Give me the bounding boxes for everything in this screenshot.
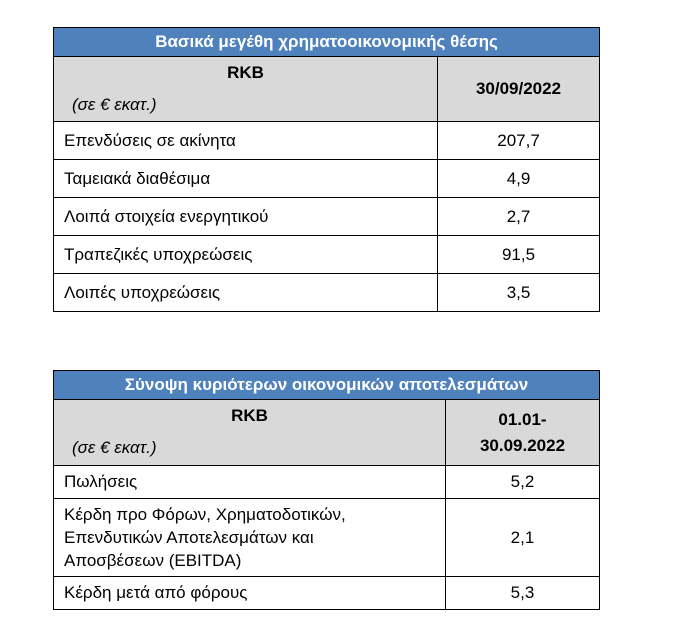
table-row [54, 160, 600, 198]
row-label: Ταμειακά διαθέσιμα [54, 160, 438, 198]
table-row [54, 122, 600, 160]
unit-label: (σε € εκατ.) [54, 89, 438, 122]
row-value: 5,2 [446, 466, 600, 499]
row-label: Επενδύσεις σε ακίνητα [54, 122, 438, 160]
row-value: 2,7 [438, 198, 600, 236]
row-value: 3,5 [438, 274, 600, 312]
period-end: 30.09.2022 [479, 435, 566, 455]
row-label [54, 499, 446, 577]
row-label: Κέρδη μετά από φόρους [54, 577, 446, 610]
date-header: 30/09/2022 [438, 57, 600, 122]
entity-label: RKB [54, 57, 438, 89]
financial-position-title: Βασικά μεγέθη χρηματοοικονομικής θέσης [54, 28, 600, 57]
unit-label: (σε € εκατ.) [54, 432, 446, 466]
entity-label: RKB [54, 400, 446, 432]
period-header [446, 400, 600, 466]
financial-results-table [53, 370, 600, 610]
row-label-line: Επενδυτικών Αποτελεσμάτων και [64, 528, 314, 547]
table-row [54, 466, 600, 499]
row-label: Λοιπά στοιχεία ενεργητικού [54, 198, 438, 236]
table-row [54, 577, 600, 610]
financial-position-table [53, 27, 600, 312]
row-value: 207,7 [438, 122, 600, 160]
row-label: Λοιπές υποχρεώσεις [54, 274, 438, 312]
table-row [54, 198, 600, 236]
row-label: Τραπεζικές υποχρεώσεις [54, 236, 438, 274]
row-value: 5,3 [446, 577, 600, 610]
table-row [54, 236, 600, 274]
row-value: 2,1 [446, 499, 600, 577]
row-label-line: Αποσβέσεων (EBITDA) [64, 551, 242, 570]
period-start: 01.01- [498, 409, 547, 429]
financial-results-title: Σύνοψη κυριότερων οικονομικών αποτελεσμάτων [54, 371, 600, 400]
row-label: Πωλήσεις [54, 466, 446, 499]
row-label-line: Κέρδη προ Φόρων, Χρηματοδοτικών, [64, 505, 346, 524]
table-row [54, 499, 600, 577]
table-row [54, 274, 600, 312]
row-value: 91,5 [438, 236, 600, 274]
row-value: 4,9 [438, 160, 600, 198]
